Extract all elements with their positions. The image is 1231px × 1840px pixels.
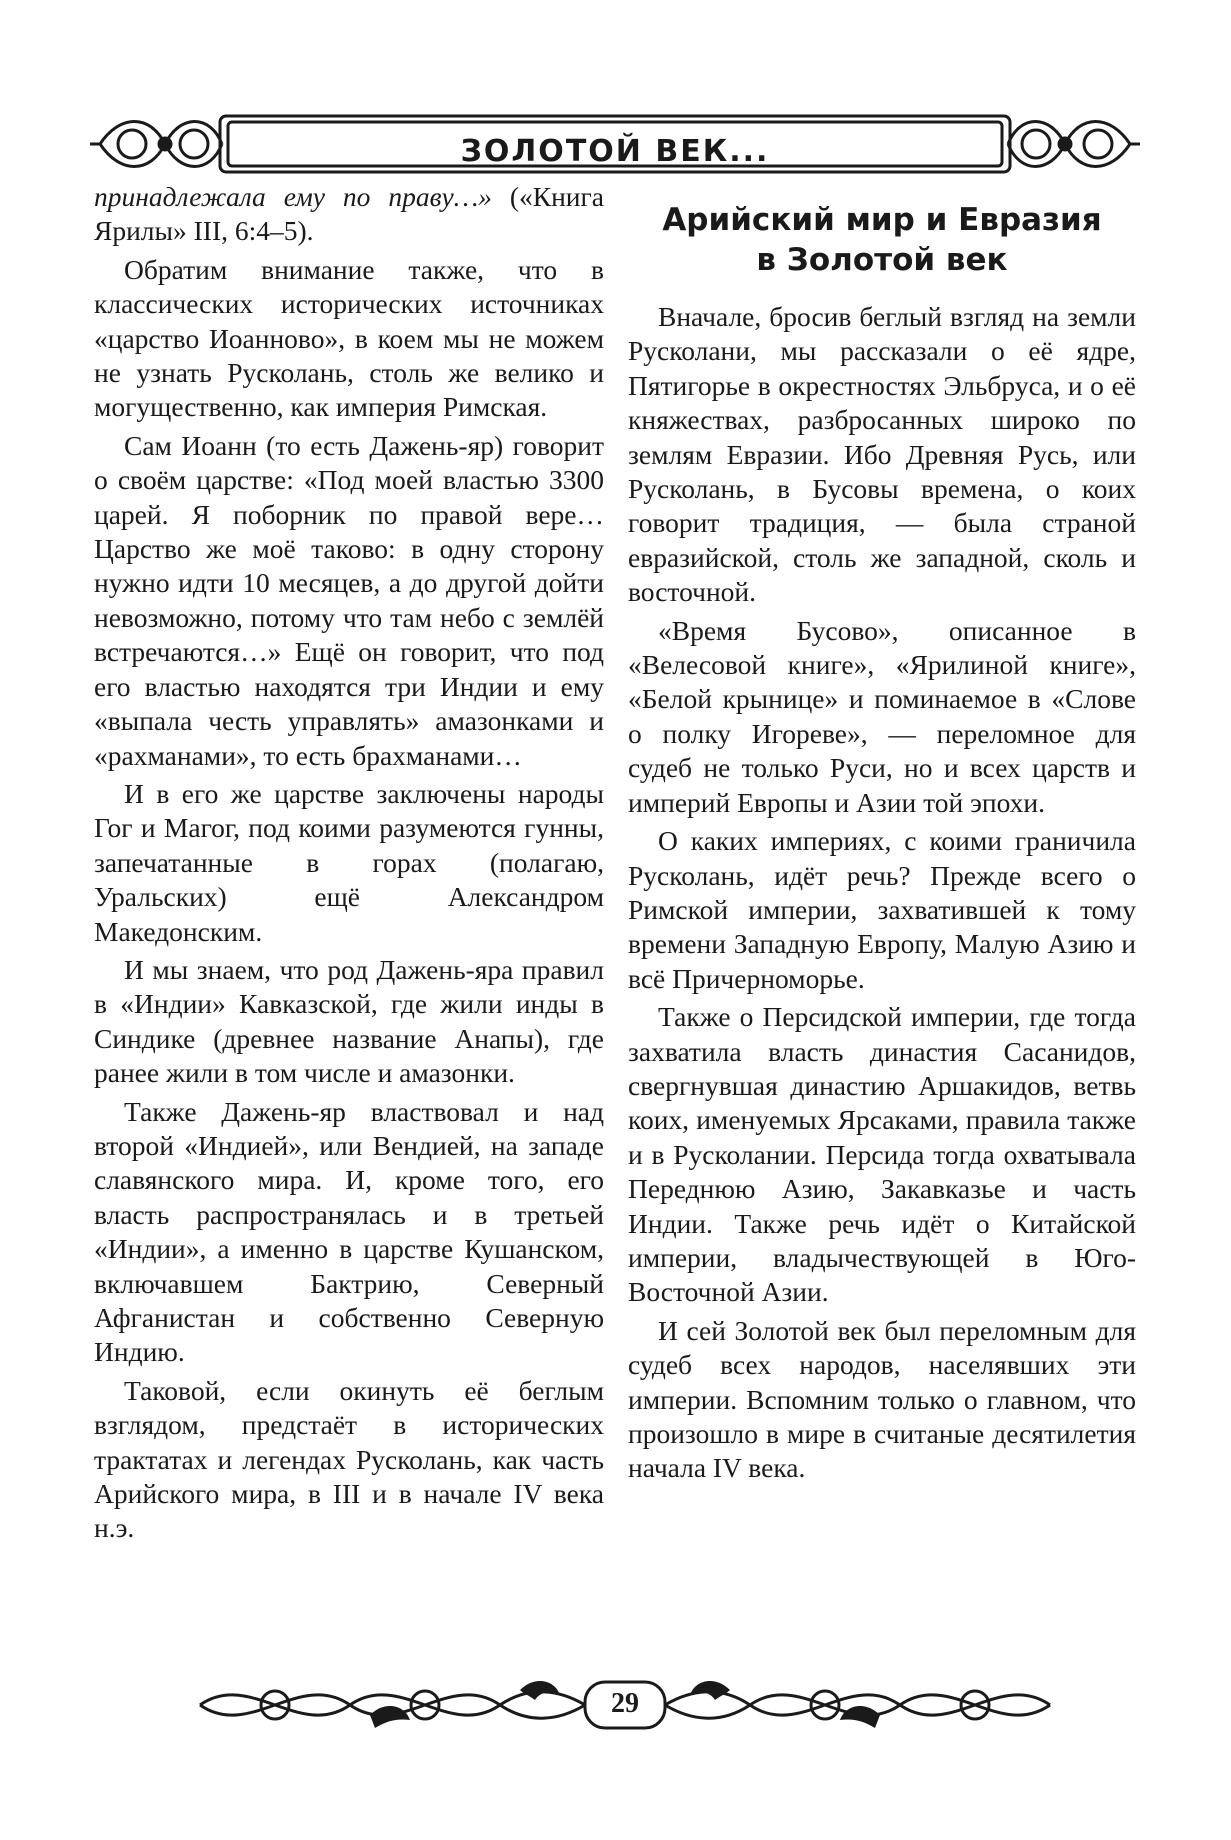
running-header (90, 108, 1140, 184)
paragraph: О каких империях, с коими граничила Русколань, идёт речь? Прежде всего о Римской империи, захватившей к тому времени Западную Европу, Малую Азию и всё Причерноморье. (628, 825, 1136, 994)
running-title: ЗОЛОТОЙ ВЕК... (460, 134, 770, 169)
page-footer (190, 1660, 1060, 1750)
paragraph-continuation (94, 180, 604, 249)
paragraph: Таковой, если окинуть её беглым взглядом, предстаёт в исторических трактатах и легендах Русколань, как часть Арийского мира, в III и в начале IV века н.э. (94, 1374, 604, 1544)
paragraph: Вначале, бросив беглый взгляд на земли Русколани, мы рассказали о её ядре, Пятигорье в окрестностях Эльбруса, и о её княжествах, разбросанных широко по землям Евразии. Ибо Древняя Русь, или Русколань, в Бусовы времена, о коих говорит традиция, — была страной евразийской, столь же западной, сколь и восточной. (628, 301, 1136, 608)
citation: («Книга Ярилы» III, 6:4–5). (94, 181, 605, 247)
right-column (628, 180, 1136, 1486)
paragraph: И мы знаем, что род Дажень-яра правил в «Индии» Кавказской, где жили инды в Синдике (древнее название Анапы), где ранее жили в том числе и амазонки. (94, 953, 604, 1089)
paragraph: И сей Золотой век был переломным для судеб всех народов, населявших эти империи. Вспомним только о главном, что произошло в мире в считаные десятилетия начала IV века. (628, 1314, 1136, 1484)
paragraph: Обратим внимание также, что в классических исторических источниках «царство Иоанново», в коем мы не можем не узнать Русколань, столь же велико и могущественно, как империя Римская. (94, 253, 604, 423)
paragraph: И в его же царстве заключены народы Гог и Магог, под коими разумеются гунны, запечатанные в горах (полагаю, Уральских) ещё Александром Македонским. (94, 777, 604, 947)
paragraph: «Время Бусово», описанное в «Велесовой книге», «Ярилиной книге», «Белой крынице» и поминаемое в «Слове о полку Игореве», — переломное для судеб не только Руси, но и всех царств и империй Европы и Азии той эпохи. (628, 614, 1136, 818)
paragraph: Также Дажень-яр властвовал и над второй «Индией», или Вендией, на западе славянского мира. И, кроме того, его власть распространялась и в третьей «Индии», а именно в царстве Кушанском, включавшем Бактрию, Северный Афганистан и собственно Северную Индию. (94, 1095, 604, 1368)
section-heading-line-1: Арийский мир и Евразия (662, 202, 1102, 238)
section-heading-line-2: в Золотой век (756, 242, 1008, 278)
paragraph: Также о Персидской империи, где тогда захватила власть династия Сасанидов, свергнувшая династию Аршакидов, ветвь коих, именуемых Ярсаками, правила также и в Русколании. Персида тогда охватывала Переднюю Азию, Закавказье и часть Индии. Также речь идёт о Китайской империи, владычествующей в Юго-Восточной Азии. (628, 1001, 1136, 1308)
section-heading (628, 200, 1136, 280)
paragraph: Сам Иоанн (то есть Дажень-яр) говорит о своём царстве: «Под моей властью 3300 царей. Я поборник по правой вере… Царство же моё таково: в одну сторону нужно идти 10 месяцев, а до другой дойти невозможно, потому что там небо с землёй встречаются…» Ещё он говорит, что под его властью находятся три Индии и ему «выпала честь управлять» амазонками и «рахманами», то есть брахманами… (94, 429, 604, 771)
page-number: 29 (611, 1688, 639, 1719)
left-column (94, 180, 604, 1546)
quote-ending: принадлежала ему по праву…» (94, 181, 492, 212)
